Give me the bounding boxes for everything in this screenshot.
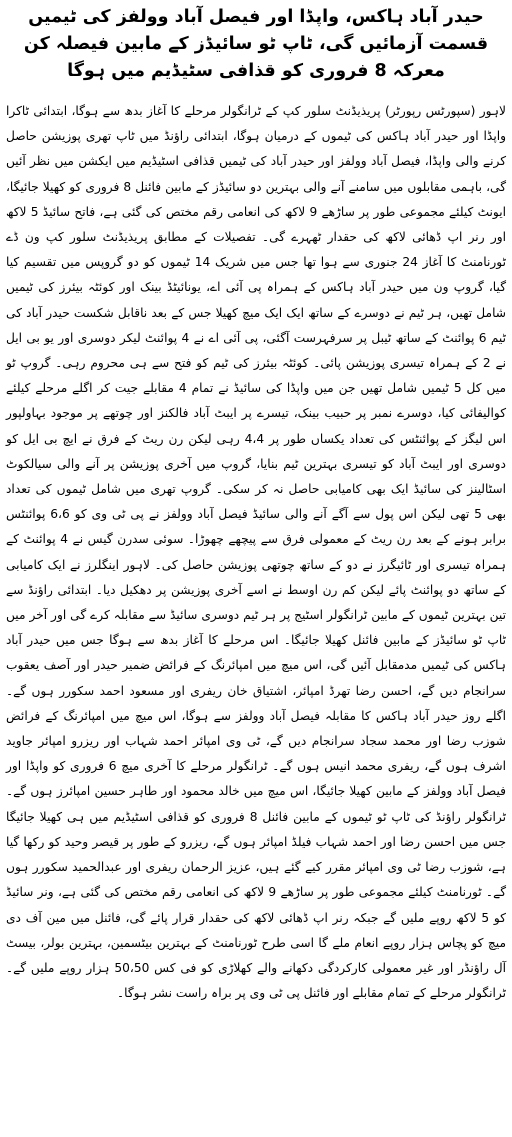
article-headline: حیدر آباد ہاکس، واپڈا اور فیصل آباد وولفز کی ٹیمیں قسمت آزمائیں گی، ٹاپ ٹو سائیڈز کے مابین فیصلہ کن معرکہ 8 فروری کو قذافی سٹیڈیم میں ہوگا — [23, 7, 489, 81]
article-body: لاہور (سپورٹس رپورٹر) پریذیڈنٹ سلور کپ کے ٹرانگولر مرحلے کا آغاز بدھ سے ہوگا، ابتدائی ٹاکرا واپڈا اور حیدر آباد ہاکس کی ٹیموں کے درمیان ہوگا، ابتدائی راؤنڈ میں ٹاپ تھری پوزیشن حاصل کرنے والی واپڈا، فیصل آباد وولفز اور حیدر آباد کی ٹیمیں قذافی اسٹیڈیم میں ایکشن میں نظر آئیں گی، باہمی مقابلوں میں سامنے آنے والی بہترین دو سائیڈز کے مابین فائنل 8 فروری کو کھیلا جائیگا، ایونٹ کیلئے مجموعی طور پر ساڑھے 9 لاکھ کی انعامی رقم مختص کی گئی ہے، فاتح سائیڈ 5 لاکھ اور رنر اپ ڈھائی لاکھ کی حقدار ٹھہرے گی۔ تفصیلات کے مطابق پریذیڈنٹ سلور کپ ون ڈے ٹورنامنٹ کا آغاز 24 جنوری سے ہوا تھا جس میں شریک 14 ٹیموں کو دو گروپس میں تقسیم کیا گیا، گروپ ون میں حیدر آباد ہاکس کے ہمراہ پی آئی اے، یونائیٹڈ بینک اور کوئٹہ بیئرز کی ٹیمیں شامل تھیں، ہر ٹیم نے دوسرے کے ساتھ ایک ایک میچ کھیلا جس کے بعد ناقابل شکست حیدر آباد کی ٹیم 6 پوائنٹ کے ساتھ ٹیبل پر سرفہرست آگئی، پی آئی اے نے 4 پوائنٹ لیکر دوسری اور یو بی ایل نے 2 کے ہمراہ تیسری پوزیشن پائی۔ کوئٹہ بیئرز کی ٹیم کو فتح سے ہی محروم رہی۔ گروپ ٹو میں کل 5 ٹیمیں شامل تھیں جن میں واپڈا کی سائیڈ نے تمام 4 مقابلے جیت کر اگلے مرحلے کیلئے کوالیفائی کیا، دوسرے نمبر پر حبیب بینک، تیسرے پر ایبٹ آباد فالکنز اور چوتھے پر موجود بہاولپور اس لیگز کے پوائنٹس کی تعداد یکساں طور پر 4،4 رہی لیکن رن ریٹ کے فرق نے ایچ بی ایل کو دوسری اور ایبٹ آباد کو تیسری بہترین ٹیم بنایا، گروپ میں آخری پوزیشن پر آنے والی سیالکوٹ اسٹالینز کی سائیڈ ایک بھی کامیابی حاصل نہ کر سکی۔ گروپ تھری میں شامل ٹیموں کی تعداد بھی 5 تھی لیکن اس پول سے آگے آنے والی سائیڈ فیصل آباد وولفز نے پی ٹی وی کو 6،6 پوائنٹس برابر ہونے کے بعد رن ریٹ کے معمولی فرق سے پیچھے چھوڑا۔ سوئی سدرن گیس نے 4 پوائنٹ کے ہمراہ تیسری اور ٹائیگرز نے دو کے ساتھ چوتھی پوزیشن حاصل کی۔ لاہور اینگلرز نے ایک کامیابی کے ساتھ دو پوائنٹ پائے لیکن کم رن اوسط نے اسے آخری پوزیشن پر دھکیل دیا۔ ابتدائی راؤنڈ سے تین بہترین ٹیموں کے مابین ٹرانگولر اسٹیج پر ہر ٹیم دوسری سائیڈ سے مقابلہ کرے گی اور آخر میں ٹاپ ٹو سائیڈز کے مابین فائنل کھیلا جائیگا۔ اس مرحلے کا آغاز بدھ سے ہوگا جس میں حیدر آباد ہاکس کی ٹیمیں مدمقابل آئیں گی، اس میچ میں امپائرنگ کے فرائض ضمیر حیدر اور آصف یعقوب سرانجام دیں گے، احسن رضا تھرڈ امپائر، اشتیاق خان ریفری اور مسعود احمد سکورر ہوں گے۔ اگلے روز حیدر آباد ہاکس کا مقابلہ فیصل آباد وولفز سے ہوگا، اس میچ میں امپائرنگ کے فرائض شوزب رضا اور محمد سجاد سرانجام دیں گے، ٹی وی امپائر احمد شہاب اور ریزرو امپائر جاوید اشرف ہوں گے، ریفری محمد انیس ہوں گے۔ ٹرانگولر مرحلے کا آخری میچ 6 فروری کو واپڈا اور فیصل آباد وولفز کے مابین کھیلا جائیگا، اس میچ میں خالد محمود اور طاہر حسین امپائرز ہوں گے۔ ٹرانگولر راؤنڈ کی ٹاپ ٹو ٹیموں کے مابین فائنل 8 فروری کو قذافی اسٹیڈیم میں ہی کھیلا جائیگا جس میں احسن رضا اور احمد شہاب فیلڈ امپائر ہوں گے، ریزرو کے طور پر قیصر وحید کو رکھا گیا ہے، شوزب رضا ٹی وی امپائر مقرر کیے گئے ہیں، عزیز الرحمان ریفری اور عبدالحمید سکورر ہوں گے۔ ٹورنامنٹ کیلئے مجموعی طور پر ساڑھے 9 لاکھ کی انعامی رقم مختص کی گئی ہے، ونر سائیڈ کو 5 لاکھ روپے ملیں گے جبکہ رنر اپ ڈھائی لاکھ کی حقدار قرار پائے گی، فائنل میں مین آف دی میچ کو پچاس ہزار روپے انعام ملے گا اسی طرح ٹورنامنٹ کے بہترین بیٹسمین، بہترین بولر، بیسٹ آل راؤنڈر اور غیر معمولی کارکردگی دکھانے والے کھلاڑی کو فی کس 50،50 ہزار روپے ملیں گے۔ ٹرانگولر مرحلے کے تمام مقابلے اور فائنل پی ٹی وی پر براہ راست نشر ہوگا۔ — [6, 104, 507, 1001]
